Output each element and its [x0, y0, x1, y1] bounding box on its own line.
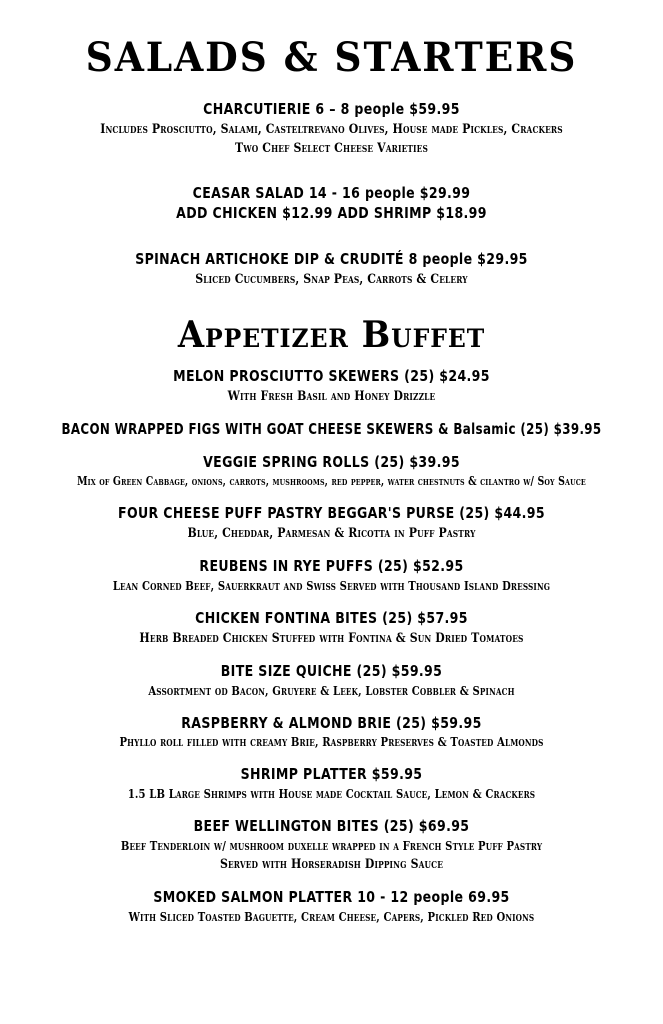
menu-item-title: MELON PROSCIUTTO SKEWERS (25) $24.95 — [173, 366, 490, 385]
menu-item-description-line: Assortment od Bacon, Gruyere & Leek, Lobster Cobbler & Spinach — [148, 682, 515, 698]
menu-item-raspberry-almond-brie — [22, 714, 641, 752]
menu-item-description-line: With Sliced Toasted Baguette, Cream Cheese, Capers, Pickled Red Onions — [128, 908, 535, 924]
section-heading-salads-starters: SALADS & STARTERS — [85, 34, 578, 81]
menu-item-reubens-in-rye-puffs — [22, 557, 641, 595]
menu-item-bite-size-quiche — [22, 662, 641, 700]
menu-item-ceasar-salad — [22, 184, 641, 224]
menu-item-title: BITE SIZE QUICHE (25) $59.95 — [220, 661, 443, 680]
menu-item-smoked-salmon-platter — [22, 888, 641, 926]
menu-item-veggie-spring-rolls — [22, 453, 641, 490]
menu-item-addon-line: ADD CHICKEN $12.99 ADD SHRIMP $18.99 — [176, 203, 487, 222]
menu-item-title: FOUR CHEESE PUFF PASTRY BEGGAR'S PURSE (25) $44.95 — [118, 503, 545, 522]
menu-item-description-line: Blue, Cheddar, Parmesan & Ricotta in Puff Pastry — [187, 525, 476, 541]
menu-item-description-line: Lean Corned Beef, Sauerkraut and Swiss Served with Thousand Island Dressing — [112, 577, 551, 593]
menu-item-chicken-fontina-bites — [22, 609, 641, 648]
menu-item-title: BEEF WELLINGTON BITES (25) $69.95 — [193, 817, 470, 836]
menu-item-title: SPINACH ARTICHOKE DIP & CRUDITÉ 8 people $29.95 — [135, 249, 528, 268]
menu-item-description-line: Beef Tenderloin w/ mushroom duxelle wrapped in a French Style Puff Pastry — [120, 837, 543, 853]
menu-item-description-line: 1.5 LB Large Shrimps with House made Cocktail Sauce, Lemon & Crackers — [127, 786, 536, 802]
menu-item-description-line: Two Chef Select Cheese Varieties — [234, 140, 429, 156]
menu-item-charcutierie — [22, 100, 641, 158]
menu-item-description-line: Served with Horseradish Dipping Sauce — [219, 856, 444, 872]
section-heading-appetizer-buffet: Appetizer Buffet — [177, 313, 486, 356]
menu-item-description-line: With Fresh Basil and Honey Drizzle — [227, 388, 436, 404]
menu-item-shrimp-platter — [22, 765, 641, 803]
menu-item-description-line: Mix of Green Cabbage, onions, carrots, mushrooms, red pepper, water chestnuts & cilantro w/ Soy Sauce — [77, 473, 586, 488]
menu-item-beef-wellington-bites — [22, 817, 641, 874]
menu-item-title: CHARCUTIERIE 6 – 8 people $59.95 — [203, 100, 460, 118]
menu-item-description-line: Herb Breaded Chicken Stuffed with Fontina & Sun Dried Tomatoes — [139, 630, 524, 646]
menu-item-description-line: Phyllo roll filled with creamy Brie, Raspberry Preserves & Toasted Almonds — [119, 734, 544, 750]
menu-item-title: CEASAR SALAD 14 - 16 people $29.99 — [192, 184, 471, 203]
menu-item-spinach-artichoke-dip — [22, 250, 641, 289]
menu-item-title: VEGGIE SPRING ROLLS (25) $39.95 — [203, 452, 460, 471]
menu-item-four-cheese-beggars-purse — [22, 504, 641, 543]
menu-item-title: BACON WRAPPED FIGS WITH GOAT CHEESE SKEWERS & Balsamic (25) $39.95 — [61, 419, 602, 438]
menu-item-bacon-wrapped-figs — [22, 420, 641, 439]
menu-item-title: RASPBERRY & ALMOND BRIE (25) $59.95 — [181, 713, 482, 732]
menu-item-title: REUBENS IN RYE PUFFS (25) $52.95 — [199, 556, 464, 575]
menu-item-description-line: Includes Prosciutto, Salami, Casteltrevano Olives, House made Pickles, Crackers — [100, 121, 563, 137]
menu-item-title: SMOKED SALMON PLATTER 10 - 12 people 69.95 — [153, 888, 510, 907]
menu-item-description-line: Sliced Cucumbers, Snap Peas, Carrots & Celery — [195, 271, 468, 287]
menu-item-melon-prosciutto-skewers — [22, 367, 641, 406]
menu-item-title: CHICKEN FONTINA BITES (25) $57.95 — [195, 608, 468, 627]
menu-item-title: SHRIMP PLATTER $59.95 — [240, 765, 423, 784]
